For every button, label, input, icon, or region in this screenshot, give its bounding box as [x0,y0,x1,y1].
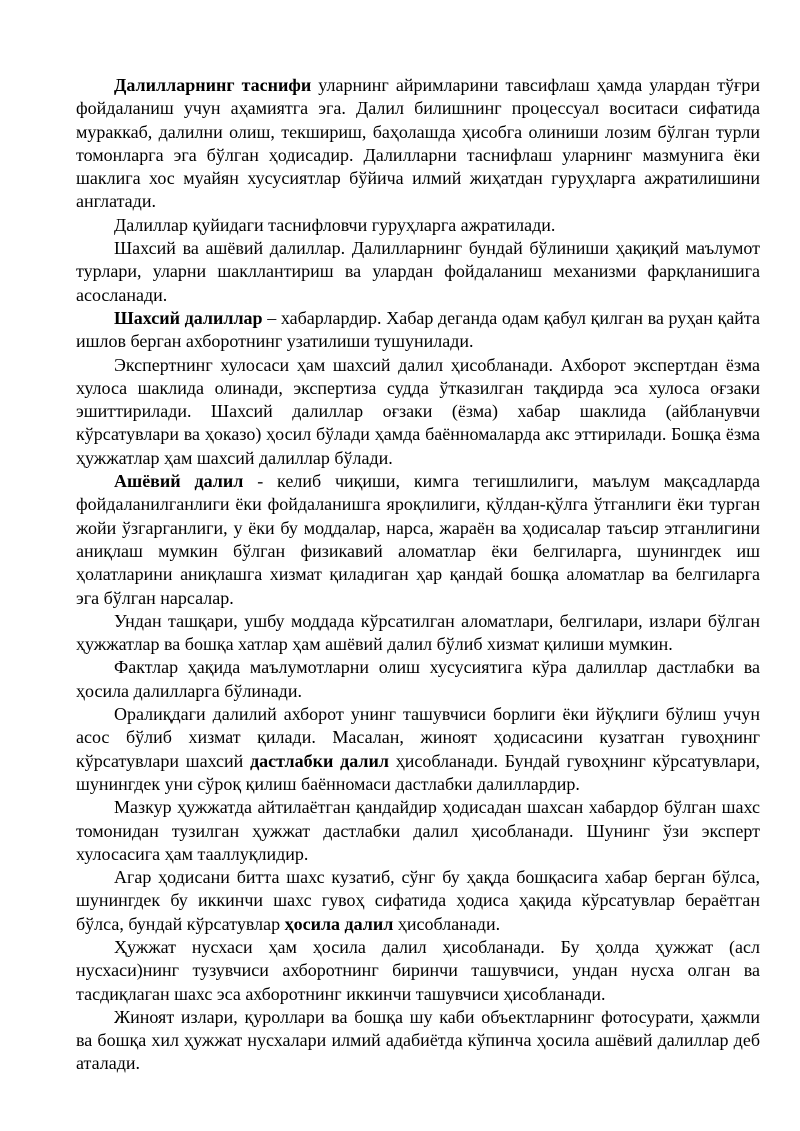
paragraph-text: Ҳужжат нусхаси ҳам ҳосила далил ҳисобланади. Бу ҳолда ҳужжат (асл нусхаси)нинг тузувчиси ахборотнинг биринчи ташувчиси, ундан нусха олган ва тасдиқлаган шахс эса ахборотнинг иккинчи ташувчиси ҳисобланади. [76,936,760,1004]
paragraph-material-evidence [76,470,760,610]
term-primary-evidence: дастлабки далил [250,750,389,771]
paragraph-groups [76,214,760,237]
paragraph-classification [76,74,760,214]
paragraph-text: Мазкур ҳужжатда айтилаётган қандайдир ҳодисадан шахсан хабардор бўлган шахс томонидан тузилган ҳужжат дастлабки далил ҳисобланади. Шунинг ўзи эксперт хулосасига ҳам тааллуқлидир. [76,797,760,864]
paragraph-text: уларнинг айримларини тавсифлаш ҳамда улардан тўғри фойдаланиш учун аҳамиятга эга. Далил билишнинг процессуал воситаси сифатида мураккаб, далилни олиш, текшириш, баҳолашда ҳисобга олиниши лозим бўлган турли томонларга эга бўлган ҳодисадир. Далилларни таснифлаш уларнинг мазмунига ёки шаклига хос муайян хусусиятлар бўйича илмий жиҳатдан гуруҳларга ажратилишини англатади. [76,75,761,212]
document-page [76,74,760,1076]
paragraph-primary-derivative [76,656,760,703]
paragraph-personal-evidence [76,307,760,354]
paragraph-text: Шахсий ва ашёвий далиллар. Далилларнинг бундай бўлиниши ҳақиқий маълумот турлари, уларни шакллантириш ва улардан фойдаланиш механизми фарқланишига асосланади. [76,238,760,305]
paragraph-text: Ундан ташқари, ушбу моддада кўрсатилган аломатлари, белгилари, излари бўлган ҳужжатлар ва бошқа хатлар ҳам ашёвий далил бўлиб хизмат қилиши мумкин. [76,610,760,655]
paragraph-documents [76,610,760,657]
paragraph-document-primary [76,796,760,866]
paragraph-text: Агар ҳодисани битта шахс кузатиб, сўнг бу ҳақда бошқасига хабар берган бўлса, шунингдек бу иккинчи шахс гувоҳ сифатида ҳодиса ҳақида кўрсатувлар бераётган бўлса, бундай кўрсатувлар [76,867,760,934]
paragraph-text: Фактлар ҳақида маълумотларни олиш хусусиятига кўра далиллар дастлабки ва ҳосила далилларга бўлинади. [76,657,760,701]
paragraph-text-tail: ҳисобланади. [393,913,501,934]
paragraph-text-tail: ҳисобланади. Бундай гувоҳнинг кўрсатувлари, шунингдек уни сўроқ қилиш баённомаси дастлабки далиллардир. [76,750,761,794]
paragraph-expert-opinion [76,354,760,470]
paragraph-text: Оралиқдаги далилий ахборот унинг ташувчиси борлиги ёки йўқлиги бўлиш учун асос бўлиб хизмат қилади. Масалан, жиноят ҳодисасини кузатган гувоҳнинг кўрсатувлари шахсий [76,704,760,771]
term-material-evidence: Ашёвий далил [114,471,244,492]
paragraph-text: Жиноят излари, қуроллари ва бошқа шу каби объектларнинг фотосурати, ҳажмли ва бошқа хил ҳужжат нусхалари илмий адабиётда кўпинча ҳосила ашёвий далиллар деб аталади. [76,1006,760,1074]
paragraph-derivative-testimony [76,866,760,936]
paragraph-text: Далиллар қуйидаги таснифловчи гуруҳларга ажратилади. [114,214,556,235]
term-personal-evidence: Шахсий далиллар [114,307,263,328]
paragraph-document-copy [76,936,760,1006]
paragraph-intermediate [76,703,760,796]
paragraph-text: – хабарлардир. Хабар деганда одам қабул қилган ва руҳан қайта ишлов берган ахборотнинг узатилиши тушунилади. [76,307,761,352]
term-classification: Далилларнинг таснифи [114,75,312,95]
paragraph-text: Экспертнинг хулосаси ҳам шахсий далил ҳисобланади. Ахборот экспертдан ёзма хулоса шаклида олинади, экспертиза судда ўтказилган тақдирда эса хулоса оғзаки эшиттирилади. Шахсий далиллар оғзаки (ёзма) хабар шаклида (айбланувчи кўрсатувлари ва ҳоказо) ҳосил бўлади ҳамда баённомаларда акс эттирилади. Бошқа ёзма ҳужжатлар ҳам шахсий далиллар бўлади. [76,354,760,468]
paragraph-personal-and-material [76,237,760,307]
paragraph-text: - келиб чиқиши, кимга тегишлилиги, маълум мақсадларда фойдаланилганлиги ёки фойдаланишга яроқлилиги, қўлдан-қўлга ўтганлиги ёки турган жойи ўзгарганлиги, у ёки бу моддалар, нарса, жараён ва ҳодисалар таъсир этганлигини аниқлаш мумкин бўлган физикавий аломатлар ёки белгиларга, шунингдек иш ҳолатларини аниқлашга хизмат қиладиган ҳар қандай бошқа аломатлар ва белгиларга эга бўлган нарсалар. [76,471,761,608]
term-derivative-evidence: ҳосила далил [284,913,394,934]
paragraph-photo-copies [76,1006,760,1076]
